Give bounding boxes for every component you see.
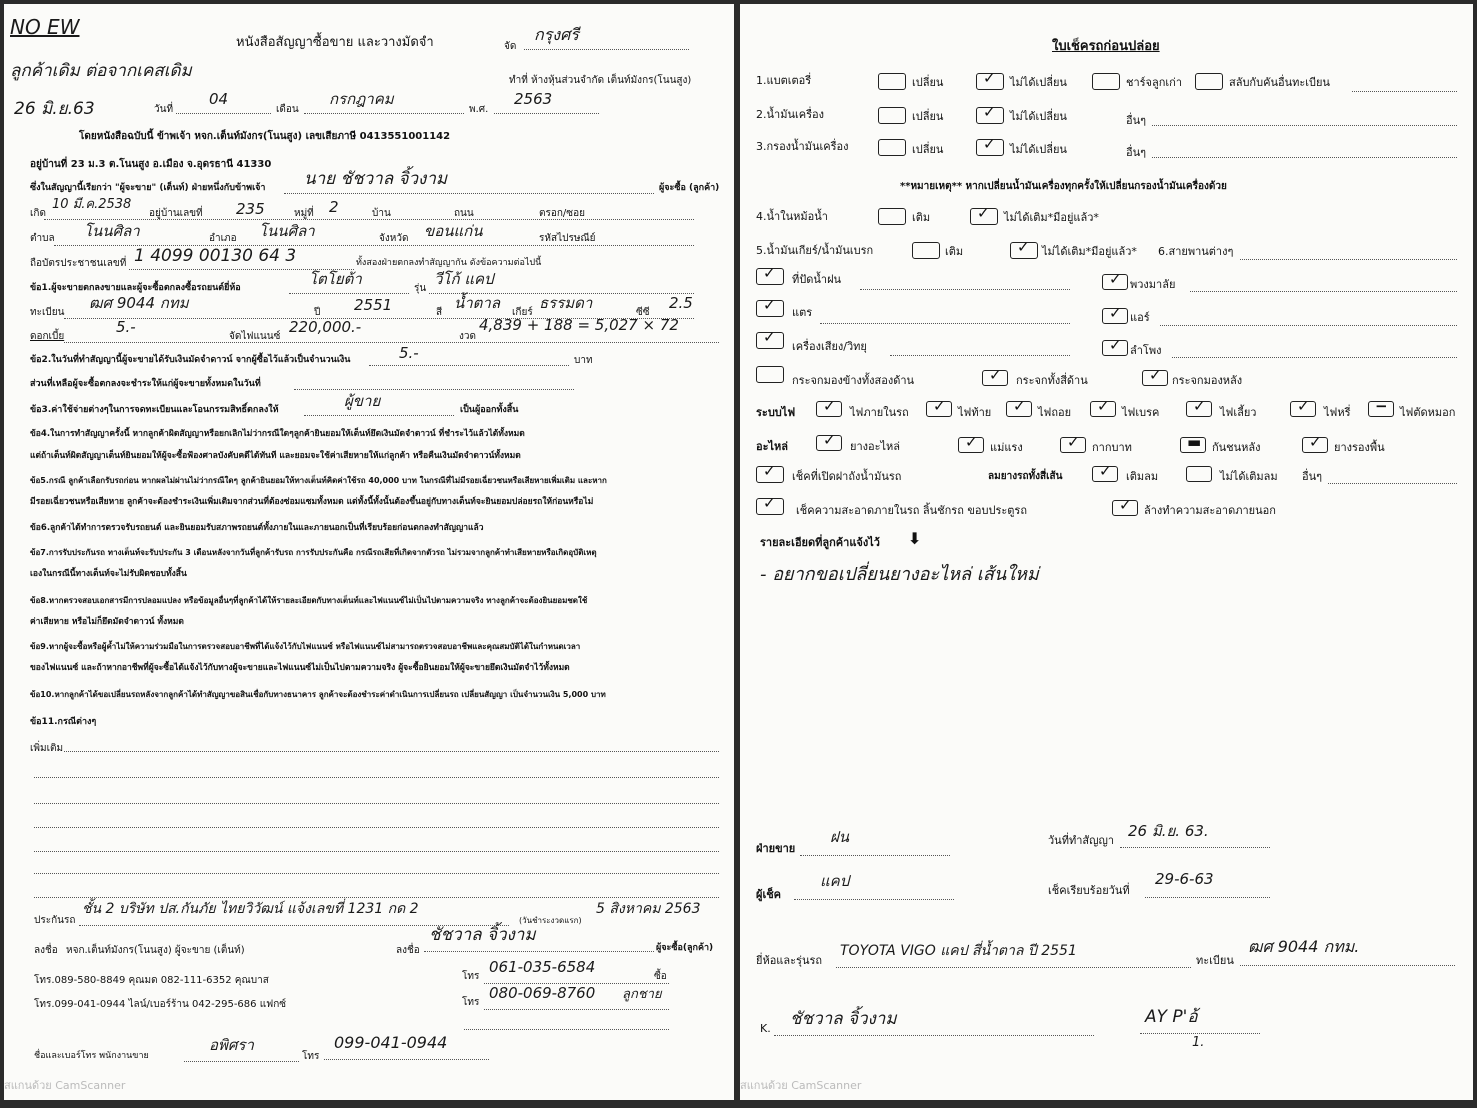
staff-tel: 099-041-0944 [334, 1033, 448, 1052]
check-icon: ✓ [763, 328, 776, 346]
province-value: ขอนแก่น [424, 222, 483, 240]
rear-mirror-label: กระจกมองหลัง [1172, 374, 1243, 387]
moo-label: หมู่ที่ [294, 208, 314, 219]
id-label: ถือบัตรประชาชนเลขที่ [30, 258, 127, 269]
stamp-noew: NO EW [10, 15, 80, 39]
battery-swap-line [1352, 90, 1457, 92]
stamp-old-customer: ลูกค้าเดิม ต่อจากเคสเดิม [10, 61, 192, 81]
k-code: AY P'อ้ [1145, 1007, 1198, 1027]
spare-tire-label: ยางอะไหล่ [850, 440, 901, 453]
oil-other-line [1152, 124, 1457, 126]
birth-label: เกิด [30, 208, 46, 219]
color-label: สี [436, 307, 443, 318]
clause2-unit: บาท [574, 355, 593, 366]
more-line-5 [34, 850, 719, 852]
checklist-page [740, 4, 1473, 1100]
clause8a: ข้อ8.หากตรวจสอบเอกสารมีการปลอมแปลง หรือข้อมูลอื่นๆที่ลูกค้าได้ให้รายละเอียดกับทางเต็นท์และไฟแนนซ์ไม่เป็นไปตามความจริง ทางลูกค้าจะต้องยินยอมชดใช้ [30, 596, 588, 605]
horn-label: แตร [792, 306, 813, 319]
floor-mat-label: ยางรองพื้น [1334, 441, 1385, 454]
interest-value: 5.- [116, 318, 136, 336]
done-date-label: เช็คเรียบร้อยวันที่ [1048, 884, 1130, 897]
clause9b: ของไฟแนนซ์ และถ้าหากอาชีพที่ผู้จะซื้อได้แจ้งไว้กับทางผู้จะขายและไฟแนนซ์ไม่เป็นไปตามความจริง ผู้จะซื้อยินยอมให้ผู้จะขายยึดเงินมัดจำไว้ทั้งหมด [30, 663, 570, 673]
amphoe-label: อำเภอ [209, 233, 237, 244]
interest-line [64, 341, 719, 343]
install-value: 4,839 + 188 = 5,027 × 72 [479, 316, 679, 334]
company-line: โดยหนังสือฉบับนี้ ข้าพเจ้า หจก.เต็นท์มังกร(โนนสูง) เลขเสียภาษี 0413551001142 [79, 131, 451, 142]
tel-line-2: โทร.099-041-0944 ไลน์/เบอร์ร้าน 042-295-686 แฟกซ์ [34, 999, 287, 1010]
speaker-checkbox[interactable] [1102, 336, 1128, 356]
buyer-line [284, 192, 654, 194]
clause5a: ข้อ5.กรณี ลูกค้าเลือกรับรถก่อน หากผลไม่ผ่านไม่ว่ากรณีใดๆ ลูกค้ายินยอมให้ทางเต็นท์คิดค่าใช้รถ 40,000 บาท ในกรณีที่ไม่มีรอยเฉี่ยวชนหรือเสียหายเพิ่มเติม และหาก [30, 476, 607, 485]
sign-seller: หจก.เต็นท์มังกร(โนนสูง) ผู้จะขาย (เต็นท์) [66, 945, 245, 956]
clause3-line [304, 414, 454, 416]
postal-label: รหัสไปรษณีย์ [539, 233, 596, 244]
filter-change-checkbox[interactable] [878, 139, 906, 156]
house-label: อยู่บ้านเลขที่ [149, 208, 203, 219]
staff-tel-line [324, 1058, 489, 1060]
speaker-line [1172, 356, 1457, 358]
oil-other-label: อื่นๆ [1126, 114, 1147, 127]
more-label: เพิ่มเติม [30, 743, 64, 754]
insure-label: ประกันรถ [34, 915, 76, 926]
clause1-label: ข้อ1.ผู้จะขายตกลงขายและผู้จะซื้อตกลงซื้อรถยนต์ยี่ห้อ [30, 283, 241, 293]
clause4a: ข้อ4.ในการทำสัญญาครั้งนี้ หากลูกค้าผิดสัญญาหรือยกเลิกไม่ว่ากรณีใดๆลูกค้ายินยอมให้เต็นท์ยึดเงินมัดจำดาวน์ ที่ชำระไว้แล้วได้ทั้งหมด [30, 429, 525, 439]
more-line-6 [34, 872, 719, 874]
k-label: K. [760, 1022, 771, 1035]
battery-label: 1.แบตเตอรี่ [756, 74, 812, 87]
check-icon: ✓ [983, 103, 996, 121]
moo-value: 2 [329, 198, 339, 216]
day-line [176, 112, 271, 114]
staff-label: ชื่อและเบอร์โทร พนักงานขาย [34, 1051, 149, 1061]
check-icon: ✓ [823, 397, 836, 415]
clause1-model-label: รุ่น [414, 283, 427, 294]
seller-side-value: ฝน [830, 828, 850, 846]
check-icon: ✓ [763, 494, 776, 512]
clause2b: ส่วนที่เหลือผู้จะซื้อตกลงจะชำระให้แก่ผู้จะขายทั้งหมดในวันที่ [30, 379, 261, 389]
spare-tire-checkbox[interactable] [816, 431, 842, 451]
fuel-cap-label: เช็คที่เปิดฝาถังน้ำมันรถ [792, 470, 902, 483]
staff-tel-label: โทร [302, 1051, 320, 1062]
light-reverse-checkbox[interactable] [1006, 397, 1032, 417]
clause2: ข้อ2.ในวันที่ทำสัญญานี้ผู้จะขายได้รับเงินมัดจำดาวน์ จากผู้ซื้อไว้แล้วเป็นจำนวนเงิน [30, 355, 351, 365]
year-line [494, 112, 599, 114]
check-icon: ✓ [983, 69, 996, 87]
year2-value: 2551 [354, 296, 393, 314]
check-icon: ✓ [1109, 304, 1122, 322]
seller-side-line [800, 854, 950, 856]
clause1-brand: โตโยต้า [309, 270, 362, 288]
contract-page [4, 4, 734, 1100]
side-mirror-label: กระจกมองข้างทั้งสองด้าน [792, 374, 915, 387]
check-icon: ✓ [933, 397, 946, 415]
clause5b: มีรอยเฉี่ยวชนหรือเสียหาย ลูกค้าจะต้องชำระเงินเพิ่มเติมจากส่วนที่ต้องซ่อมแซมทั้งหมด แต่ทั้งนี้ทั้งนั้นต้องขึ้นอยู่กับทางเต็นท์จะยินยอมปล่อยรถให้ก่อนหรือไม่ [30, 497, 594, 507]
finance-label: จัดไฟแนนซ์ [229, 331, 281, 342]
fuel-cap-checkbox[interactable] [756, 462, 784, 483]
seller-side-label: ฝ่ายขาย [756, 842, 796, 855]
tel-buyer-1-tail: ซื้อ [654, 971, 667, 982]
belt-line [1240, 258, 1457, 260]
clause1-model: วีโก้ แคป [434, 270, 494, 288]
clean-inside-label: เช็คความสะอาดภายในรถ ลิ้นชักรถ ขอบประตูรถ [796, 504, 1027, 517]
light-hazard-checkbox[interactable] [1290, 397, 1316, 417]
arrow-down-icon: ⬇ [908, 529, 922, 548]
camscanner-watermark: สแกนด้วย CamScanner [4, 1079, 126, 1092]
battery-charge-label: ชาร์จลูกเก่า [1126, 76, 1182, 89]
radiator-fill-label: เติม [912, 211, 931, 224]
clean-inside-checkbox[interactable] [756, 494, 784, 515]
check-icon: ✓ [1149, 366, 1162, 384]
battery-change-checkbox[interactable] [878, 73, 906, 90]
check-icon: ✓ [983, 135, 996, 153]
mudflap-checkbox[interactable] [1180, 433, 1206, 453]
stamp-date: 26 มิ.ย.63 [14, 99, 95, 119]
check-icon: ✓ [1097, 397, 1110, 415]
floor-mat-checkbox[interactable] [1302, 433, 1328, 453]
year-value: 2563 [514, 90, 553, 108]
clean-outside-label: ล้างทำความสะอาดภายนอก [1144, 504, 1276, 517]
car-plate-value: ฒศ 9044 กทม. [1248, 937, 1360, 956]
sign-buyer-line [424, 950, 654, 952]
tambon-value: โนนศิลา [84, 222, 140, 240]
brand-line [289, 292, 409, 294]
filter-nochange-label: ไม่ได้เปลี่ยน [1010, 143, 1067, 156]
check-icon: ✓ [1099, 462, 1112, 480]
side-mirror-checkbox[interactable] [756, 366, 784, 383]
engine-oil-label: 2.น้ำมันเครื่อง [756, 108, 824, 121]
jack-label: แม่แรง [990, 441, 1023, 454]
radiator-nofill-label: ไม่ได้เติม*มีอยู่แล้ว* [1004, 211, 1099, 224]
soi-label: ตรอก/ซอย [539, 208, 585, 219]
dash-icon: ▬ [1187, 433, 1202, 451]
birth-line [44, 218, 694, 220]
car-line [836, 966, 1191, 968]
wiper-label: ที่ปัดน้ำฝน [792, 273, 842, 286]
gear-label: เกียร์ [512, 307, 533, 318]
light-interior-checkbox[interactable] [816, 397, 842, 417]
tire-fill-checkbox[interactable] [1092, 462, 1118, 482]
gear-oil-nofill-label: ไม่ได้เติม*มีอยู่แล้ว* [1042, 245, 1137, 258]
radiator-fill-checkbox[interactable] [878, 208, 906, 225]
clause8b: ค่าเสียหาย หรือไม่ก็ยึดมัดจำดาวน์ ทั้งหมด [30, 617, 184, 627]
tambon-label: ตำบล [30, 233, 55, 244]
clause3: ข้อ3.ค่าใช้จ่ายต่างๆในการจดทะเบียนและโอนกรรมสิทธิ์ตกลงให้ [30, 405, 279, 415]
light-brake-checkbox[interactable] [1090, 397, 1116, 417]
check-icon: ✓ [823, 431, 836, 449]
car-plate-line [1240, 964, 1455, 966]
contract-date-value: 26 มิ.ย. 63. [1128, 822, 1209, 840]
wrench-checkbox[interactable] [1060, 433, 1086, 453]
car-label: ยี่ห้อและรุ่นรถ [756, 954, 823, 967]
contract-title: หนังสือสัญญาซื้อขาย และวางมัดจำ [236, 35, 434, 50]
sign-buyer-name: ชัชวาล จิ้วงาม [429, 925, 536, 945]
house-value: 235 [236, 200, 265, 218]
tire-fill-label: เติมลม [1126, 470, 1159, 483]
car-plate-label: ทะเบียน [1196, 954, 1234, 967]
camscanner-watermark: สแกนด้วย CamScanner [740, 1079, 862, 1092]
interest-label: ดอกเบี้ย [30, 331, 65, 342]
car-value: TOYOTA VIGO แคป สี่น้ำตาล ปี 2551 [840, 943, 1077, 959]
battery-charge-checkbox[interactable] [1092, 73, 1120, 90]
light-turn-checkbox[interactable] [1186, 397, 1212, 417]
wrench-label: กากบาท [1092, 441, 1132, 454]
contract-date-line [1120, 846, 1270, 848]
gear-oil-fill-label: เติม [945, 245, 964, 258]
steering-checkbox[interactable] [1102, 270, 1128, 290]
four-glass-checkbox[interactable] [982, 366, 1008, 386]
clause11: ข้อ11.กรณีต่างๆ [30, 717, 97, 727]
day-value: 04 [209, 90, 229, 108]
tel-buyer-2: 080-069-8760 [489, 984, 596, 1002]
horn-checkbox[interactable] [756, 296, 784, 317]
lights-label: ระบบไฟ [756, 406, 796, 419]
clause2-value: 5.- [399, 344, 419, 362]
clause10: ข้อ10.หากลูกค้าได้ขอเปลี่ยนรถหลังจากลูกค้าได้ทำสัญญาขอสินเชื่อกับทางธนาคาร ลูกค้าจะต้องชำระค่าดำเนินการเปลี่ยนรถ เปลี่ยนสัญญา เป็นจำนวนเงิน 5,000 บาท [30, 690, 606, 699]
day-label: วันที่ [154, 104, 174, 115]
battery-change-label: เปลี่ยน [912, 76, 944, 89]
staff-line [184, 1060, 299, 1062]
light-brake-label: ไฟเบรค [1122, 406, 1160, 419]
light-fog-label: ไฟตัดหมอก [1400, 406, 1456, 419]
battery-nochange-label: ไม่ได้เปลี่ยน [1010, 76, 1067, 89]
check-icon: ✓ [965, 433, 978, 451]
tel-buyer-line-2 [484, 1008, 669, 1010]
province-label: จังหวัด [379, 233, 409, 244]
id-value: 1 4099 00130 64 3 [134, 246, 297, 266]
light-interior-label: ไฟภายในรถ [850, 406, 909, 419]
aircon-line [1160, 324, 1457, 326]
clause7a: ข้อ7.การรับประกันรถ ทางเต็นท์จะรับประกัน 3 เดือนหลังจากวันที่ลูกค้ารับรถ การรับประกันคือ กรณีรถเสียที่เกิดจากตัวรถ ไม่รวมจากลูกค้าทำเสียหายหรือเกิดอุบัติเหตุ [30, 548, 597, 557]
speaker-label: ลำโพง [1130, 344, 1162, 357]
clause7b: เองในกรณีนี้ทางเต็นท์จะไม่รับผิดชอบทั้งสิ้น [30, 569, 187, 579]
address-line: อยู่บ้านที่ 23 ม.3 ต.โนนสูง อ.เมือง จ.อุดรธานี 41330 [30, 159, 272, 170]
insure-paid-value: 5 สิงหาคม 2563 [596, 901, 701, 917]
light-turn-label: ไฟเลี้ยว [1220, 406, 1257, 419]
filter-change-label: เปลี่ยน [912, 143, 944, 156]
insure-paid-label: (วันชำระงวดแรก) [519, 916, 582, 925]
color-value: น้ำตาล [454, 294, 501, 312]
more-line-1 [64, 750, 719, 752]
done-date-value: 29-6-63 [1155, 870, 1214, 888]
amphoe-value: โนนศิลา [259, 222, 315, 240]
checker-value: แคป [820, 872, 850, 890]
gear-oil-nofill-checkbox[interactable] [1010, 238, 1038, 259]
clause9a: ข้อ9.หากผู้จะซื้อหรือผู้ค้ำไม่ให้ความร่วมมือในการตรวจสอบอาชีพที่ได้แจ้งไว้กับไฟแนนซ์ หรือไฟแนนซ์ไม่สามารถตรวจสอบอาชีพและคุณสมบัติได้ในกำหนดเวลา [30, 642, 581, 651]
radiator-label: 4.น้ำในหม้อน้ำ [756, 210, 828, 223]
oil-note: **หมายเหตุ** หากเปลี่ยนน้ำมันเครื่องทุกครั้งให้เปลี่ยนกรองน้ำมันเครื่องด้วย [900, 181, 1227, 192]
village-label: บ้าน [372, 208, 391, 219]
audio-label: เครื่องเสียง/วิทยุ [792, 340, 867, 353]
light-tail-checkbox[interactable] [926, 397, 952, 417]
road-label: ถนน [454, 208, 474, 219]
checklist-title: ใบเช็ครถก่อนปล่อย [1052, 39, 1160, 54]
four-glass-label: กระจกทั้งสี่ด้าน [1016, 374, 1088, 387]
buyer-name: นาย ชัชวาล จิ้วงาม [304, 169, 448, 189]
check-icon: ✓ [1109, 336, 1122, 354]
month-line [304, 112, 464, 114]
clause4b: แต่ถ้าเต็นท์ผิดสัญญาเต็นท์ยินยอมให้ผู้จะซื้อฟ้องศาลบังคับคดีได้ทันที และยอมจะใช้ค่าเสียหายให้แก่ลูกค้า หรือคืนเงินมัดจำดาวน์ทั้งหมด [30, 451, 521, 461]
aircon-checkbox[interactable] [1102, 304, 1128, 324]
oil-nochange-label: ไม่ได้เปลี่ยน [1010, 110, 1067, 123]
steering-label: พวงมาลัย [1130, 278, 1176, 291]
finance-value: 220,000.- [289, 318, 362, 336]
audio-line [890, 354, 1070, 356]
aircon-label: แอร์ [1130, 311, 1150, 324]
dash-icon: − [1375, 397, 1388, 415]
id-tail: ทั้งสองฝ่ายตกลงทำสัญญากัน ดังข้อความต่อไปนี้ [356, 258, 542, 268]
wiper-line [860, 288, 1070, 290]
sign-buyer-role: ผู้จะซื้อ(ลูกค้า) [656, 943, 714, 953]
detail-label: รายละเอียดที่ลูกค้าแจ้งไว้ [760, 536, 880, 549]
more-line-2 [34, 776, 719, 778]
more-line-3 [34, 802, 719, 804]
staff-value: อพิศรา [209, 1036, 254, 1054]
filter-nochange-checkbox[interactable] [976, 135, 1004, 156]
check-icon: ✓ [1109, 270, 1122, 288]
tel-buyer-2-tail: ลูกชาย [622, 987, 662, 1002]
check-icon: ✓ [1309, 433, 1322, 451]
check-icon: ✓ [1017, 238, 1030, 256]
light-hazard-label: ไฟหรี่ [1324, 406, 1351, 419]
more-line-4 [34, 826, 719, 828]
clean-outside-checkbox[interactable] [1112, 496, 1138, 516]
tel-buyer-line-3 [464, 1028, 669, 1030]
detail-value: - อยากขอเปลี่ยนยางอะไหล่ เส้นใหม่ [760, 564, 1039, 585]
buyer-role: ผู้จะซื้อ (ลูกค้า) [659, 183, 720, 193]
battery-swap-checkbox[interactable] [1195, 73, 1223, 90]
oil-change-checkbox[interactable] [878, 107, 906, 124]
gear-value: ธรรมดา [539, 294, 593, 312]
month-value: กรกฎาคม [329, 90, 394, 108]
tire-other-line [1328, 482, 1457, 484]
tire-nofill-label: ไม่ได้เติมลม [1220, 470, 1278, 483]
check-icon: ✓ [1193, 397, 1206, 415]
check-icon: ✓ [763, 296, 776, 314]
tire-air-label: ลมยางรถทั้งสี่เส้น [988, 471, 1063, 482]
check-icon: ✓ [1067, 433, 1080, 451]
k-value: ชัชวาล จิ้วงาม [790, 1009, 897, 1029]
place-line: ทำที่ ห้างหุ้นส่วนจำกัด เต็นท์มังกร(โนนสูง) [509, 75, 692, 86]
tel-label-1: โทร [462, 971, 480, 982]
horn-line [820, 322, 1070, 324]
branch-label: จัด [504, 41, 517, 52]
light-fog-checkbox[interactable] [1368, 397, 1394, 417]
check-icon: ✓ [1013, 397, 1026, 415]
branch-value: กรุงศรี [534, 25, 579, 44]
tire-other-label: อื่นๆ [1302, 470, 1323, 483]
jack-checkbox[interactable] [958, 433, 984, 453]
clause2-line [369, 364, 569, 366]
cc-value: 2.5 [669, 294, 693, 312]
check-icon: ✓ [763, 264, 776, 282]
k-line [774, 1034, 1094, 1036]
clause2b-line [294, 388, 574, 390]
belt-label: 6.สายพานต่างๆ [1158, 245, 1234, 258]
radiator-nofill-checkbox[interactable] [970, 204, 998, 225]
check-icon: ✓ [1297, 397, 1310, 415]
check-icon: ✓ [1119, 496, 1132, 514]
tire-nofill-checkbox[interactable] [1186, 466, 1212, 482]
tel-label-2: โทร [462, 997, 480, 1008]
cc-label: ซีซี [636, 307, 650, 318]
audio-checkbox[interactable] [756, 328, 784, 349]
rear-mirror-checkbox[interactable] [1142, 366, 1168, 386]
checker-label: ผู้เช็ค [756, 888, 782, 901]
clause3-tail: เป็นผู้ออกทั้งสิ้น [460, 405, 519, 415]
tel-line-1: โทร.089-580-8849 คุณมด 082-111-6352 คุณบาส [34, 975, 269, 986]
gear-oil-fill-checkbox[interactable] [912, 242, 940, 259]
insure-value: ชั้น 2 บริษัท ปส.กันภัย ไทยวิวัฒน์ แจ้งเลขที่ 1231 กด 2 [82, 901, 419, 917]
done-date-line [1145, 896, 1270, 898]
oil-filter-label: 3.กรองน้ำมันเครื่อง [756, 140, 849, 153]
steering-line [1190, 290, 1457, 292]
tel-buyer-1: 061-035-6584 [489, 958, 596, 976]
filter-other-line [1152, 156, 1457, 158]
clause3-value: ผู้ขาย [344, 392, 381, 410]
battery-swap-label: สลับกับคันอื่นทะเบียน [1229, 76, 1330, 89]
k-code-2: 1. [1192, 1035, 1205, 1050]
light-tail-label: ไฟท้าย [958, 406, 992, 419]
oil-change-label: เปลี่ยน [912, 110, 944, 123]
year2-label: ปี [314, 307, 321, 318]
light-reverse-label: ไฟถอย [1038, 406, 1072, 419]
sign-label: ลงชื่อ [34, 945, 58, 956]
parts-label: อะไหล่ [756, 440, 789, 453]
contract-date-label: วันที่ทำสัญญา [1048, 834, 1115, 847]
gear-oil-label: 5.น้ำมันเกียร์/น้ำมันเบรก [756, 244, 874, 257]
battery-nochange-checkbox[interactable] [976, 69, 1004, 90]
check-icon: ✓ [977, 204, 990, 222]
check-icon: ✓ [989, 366, 1002, 384]
oil-nochange-checkbox[interactable] [976, 103, 1004, 124]
check-icon: ✓ [763, 462, 776, 480]
wiper-checkbox[interactable] [756, 264, 784, 285]
branch-line [524, 48, 689, 50]
install-label: งวด [459, 331, 476, 342]
checker-line [794, 898, 954, 900]
month-label: เดือน [276, 104, 299, 115]
filter-other-label: อื่นๆ [1126, 146, 1147, 159]
sign-label-buyer: ลงชื่อ [396, 945, 420, 956]
birth-value: 10 มี.ค.2538 [52, 197, 132, 212]
year-label: พ.ศ. [469, 104, 489, 115]
plate-label: ทะเบียน [30, 307, 65, 318]
plate-value: ฒศ 9044 กทม [89, 294, 189, 312]
mudflap-label: กันชนหลัง [1212, 441, 1261, 454]
more-line-7 [34, 896, 719, 898]
clause6: ข้อ6.ลูกค้าได้ทำการตรวจรับรถยนต์ และยินยอมรับสภาพรถยนต์ทั้งภายในและภายนอกเป็นที่เรียบร้อยก่อนตกลงทำสัญญาแล้ว [30, 523, 484, 533]
seller-label: ซึ่งในสัญญานี้เรียกว่า "ผู้จะขาย" (เต็นท์) ฝ่ายหนึ่งกับข้าพเจ้า [30, 183, 266, 193]
